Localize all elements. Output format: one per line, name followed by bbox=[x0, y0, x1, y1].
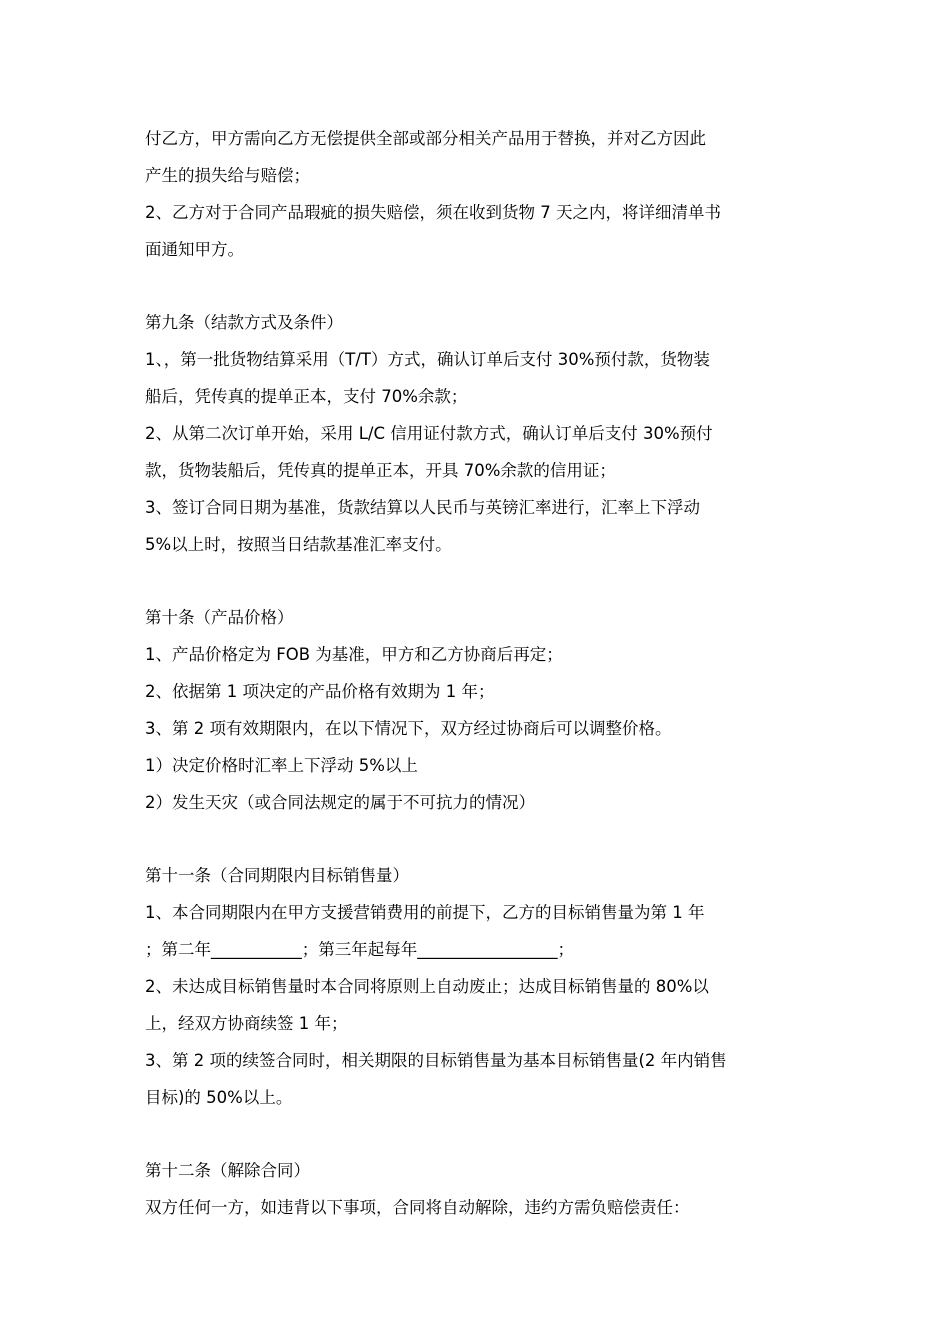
text-line: 1、产品价格定为 FOB 为基准，甲方和乙方协商后再定； bbox=[145, 645, 563, 664]
text-line: 船后，凭传真的提单正本，支付 70%余款； bbox=[145, 387, 468, 406]
text-line: 3、第 2 项的续签合同时，相关期限的目标销售量为基本目标销售量(2 年内销售 bbox=[145, 1051, 727, 1070]
paragraph-defect-compensation bbox=[145, 120, 810, 268]
text-line: 双方任何一方，如违背以下事项，合同将自动解除，违约方需负赔偿责任： bbox=[145, 1198, 690, 1217]
text-line: ；第二年___________；第三年起每年_________________； bbox=[145, 940, 574, 959]
section-heading: 第十二条（解除合同） bbox=[145, 1161, 310, 1180]
text-line: 2）发生天灾（或合同法规定的属于不可抗力的情况） bbox=[145, 793, 535, 812]
text-line: 产生的损失给与赔偿； bbox=[145, 166, 310, 185]
text-line: 2、依据第 1 项决定的产品价格有效期为 1 年； bbox=[145, 682, 495, 701]
text-line: 2、从第二次订单开始，采用 L/C 信用证付款方式，确认订单后支付 30%预付 bbox=[145, 424, 713, 443]
text-line: 3、签订合同日期为基准，货款结算以人民币与英镑汇率进行，汇率上下浮动 bbox=[145, 498, 700, 517]
text-line: 目标)的 50%以上。 bbox=[145, 1088, 293, 1107]
section-article-11 bbox=[145, 857, 810, 1116]
text-line: 1、，第一批货物结算采用（T/T）方式，确认订单后支付 30%预付款，货物装 bbox=[145, 350, 710, 369]
paragraph-spacer bbox=[145, 268, 810, 304]
paragraph-spacer bbox=[145, 1116, 810, 1152]
section-article-10 bbox=[145, 599, 810, 821]
section-article-9 bbox=[145, 304, 810, 563]
paragraph-spacer bbox=[145, 563, 810, 599]
text-line: 3、第 2 项有效期限内，在以下情况下，双方经过协商后可以调整价格。 bbox=[145, 719, 672, 738]
text-line: 2、乙方对于合同产品瑕疵的损失赔偿，须在收到货物 7 天之内，将详细清单书 bbox=[145, 203, 721, 222]
paragraph-spacer bbox=[145, 821, 810, 857]
section-article-12 bbox=[145, 1152, 810, 1226]
text-line: 面通知甲方。 bbox=[145, 240, 244, 259]
text-line: 1、本合同期限内在甲方支援营销费用的前提下，乙方的目标销售量为第 1 年 bbox=[145, 903, 705, 922]
document-body bbox=[145, 120, 810, 1226]
section-heading: 第十一条（合同期限内目标销售量） bbox=[145, 866, 409, 885]
text-line: 2、未达成目标销售量时本合同将原则上自动废止；达成目标销售量的 80%以 bbox=[145, 977, 709, 996]
section-heading: 第十条（产品价格） bbox=[145, 608, 294, 627]
text-line: 上，经双方协商续签 1 年； bbox=[145, 1014, 348, 1033]
text-line: 5%以上时，按照当日结款基准汇率支付。 bbox=[145, 535, 452, 554]
text-line: 1）决定价格时汇率上下浮动 5%以上 bbox=[145, 756, 418, 775]
text-line: 付乙方，甲方需向乙方无偿提供全部或部分相关产品用于替换，并对乙方因此 bbox=[145, 129, 706, 148]
section-heading: 第九条（结款方式及条件） bbox=[145, 313, 343, 332]
text-line: 款，货物装船后，凭传真的提单正本，开具 70%余款的信用证； bbox=[145, 461, 616, 480]
